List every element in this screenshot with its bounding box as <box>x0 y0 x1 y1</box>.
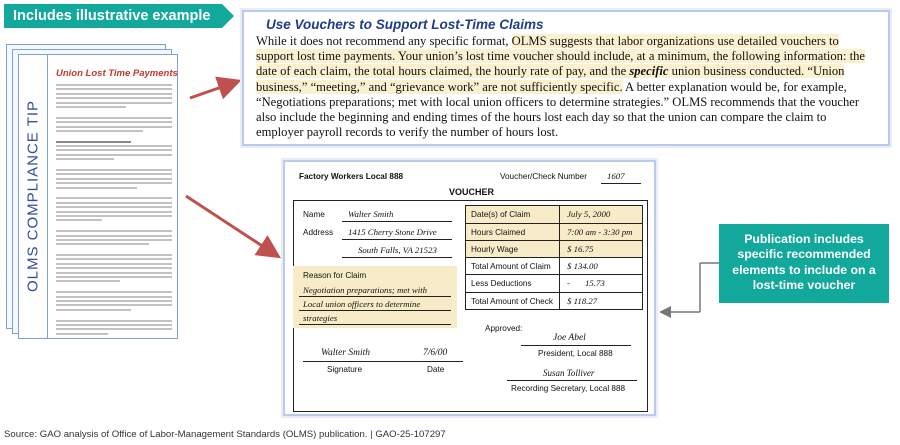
excerpt-text-2: A better explanation would be, for example, “Negotiations preparations; met with local union officers to determine strategies.” OLMS recommends that the voucher also include the beginning and ending times of the hours lost each day so that the union can compare the claim to employer payroll records to verify the number of hours lost. <box>256 79 860 140</box>
name-value: Walter Smith <box>348 209 394 219</box>
excerpt-text-1: While it does not recommend any specific format, <box>256 34 512 48</box>
claim-row-5-label: Total Amount of Check <box>471 297 553 306</box>
compliance-tip-label: OLMS COMPLIANCE TIP <box>24 99 42 293</box>
reason-line-2: Local union officers to determine <box>303 299 421 309</box>
excerpt-highlight-1: OLMS suggests that labor organizations use detailed vouchers to support lost time payments. Your union’s lost time voucher should include, at a minimum, the following information: the date of each claim, the total hours claimed, the hourly rate of pay, and the <box>256 34 865 79</box>
excerpt-body <box>256 34 876 140</box>
claim-row-4-dash: - <box>567 278 570 288</box>
claim-row-0-value: July 5, 2000 <box>567 209 611 219</box>
claim-row-5-value: $ 118.27 <box>567 296 598 306</box>
claim-row-2-value: $ 16.75 <box>567 244 594 254</box>
claim-row-1-value: 7:00 am - 3:30 pm <box>567 227 633 237</box>
publication-excerpt <box>242 10 890 146</box>
callout-box: Publication includes specific recommended elements to include on a lost-time voucher <box>719 224 889 303</box>
president-label: President, Local 888 <box>538 349 613 358</box>
president-signature: Joe Abel <box>553 333 586 343</box>
reason-label: Reason for Claim <box>303 271 367 280</box>
approved-label: Approved: <box>485 324 523 333</box>
voucher-org: Factory Workers Local 888 <box>299 172 404 181</box>
name-label: Name <box>303 210 325 219</box>
voucher-title: VOUCHER <box>449 187 495 197</box>
tip-title: Union Lost Time Payments <box>56 68 178 79</box>
voucher-number-label: Voucher/Check Number <box>500 172 587 181</box>
date-label: Date <box>427 365 445 374</box>
arrow-to-voucher <box>186 196 276 255</box>
claim-row-2-label: Hourly Wage <box>471 245 519 254</box>
secretary-signature: Susan Tolliver <box>543 368 595 378</box>
reason-line-3: strategies <box>303 313 338 323</box>
reason-line-1: Negotiation preparations; met with <box>303 285 428 295</box>
voucher-number: 1607 <box>607 171 625 181</box>
arrow-to-excerpt <box>190 82 236 98</box>
excerpt-emphasis: specific <box>629 64 669 79</box>
excerpt-title: Use Vouchers to Support Lost-Time Claims <box>266 17 544 32</box>
source-note: Source: GAO analysis of Office of Labor-Management Standards (OLMS) publication. | GAO-25-107297 <box>4 429 446 440</box>
address-line-1: 1415 Cherry Stone Drive <box>348 227 437 237</box>
address-label: Address <box>303 228 334 237</box>
address-line-2: South Falls, VA 21523 <box>358 245 437 255</box>
excerpt-highlight-2: union business conducted. “Union business,” “meeting,” and “grievance work” are not sufficiently specific. <box>256 64 845 94</box>
claimant-signature: Walter Smith <box>321 348 370 358</box>
claim-row-0-label: Date(s) of Claim <box>471 210 531 219</box>
claim-row-4-value: 15.73 <box>585 278 605 288</box>
illustrative-example-tag: Includes illustrative example <box>4 4 222 28</box>
claim-signature-date: 7/6/00 <box>423 348 448 358</box>
claim-row-3-label: Total Amount of Claim <box>471 262 551 271</box>
claim-row-3-value: $ 134.00 <box>567 261 598 271</box>
secretary-label: Recording Secretary, Local 888 <box>511 384 626 393</box>
claim-row-1-label: Hours Claimed <box>471 228 526 237</box>
voucher-form <box>283 160 656 416</box>
signature-label: Signature <box>327 365 363 374</box>
claim-row-4-label: Less Deductions <box>471 279 532 288</box>
